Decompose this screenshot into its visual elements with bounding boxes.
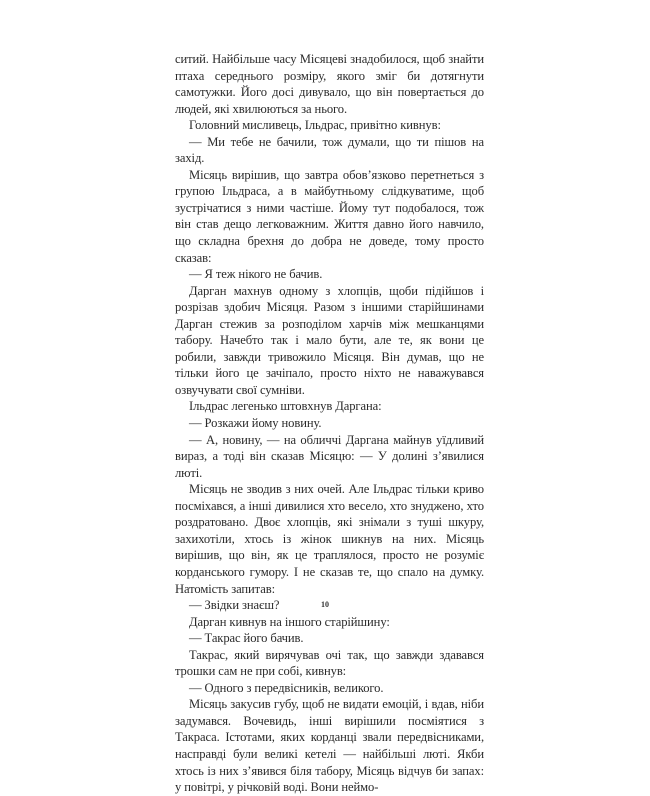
- paragraph: Ільдрас легенько штовхнув Даргана:: [189, 399, 382, 414]
- dialogue-line: — Такрас його бачив.: [189, 631, 304, 646]
- dialogue-line: — А, новину, — на обличчі Даргана майнув уїдливий вираз, а тоді він сказав Місяцю: — У долині з’явилися люті.: [175, 432, 484, 480]
- paragraph: ситий. Найбільше часу Місяцеві знадобилося, щоб знайти птаха середнього розміру, якого зміг би дотягнути самотужки. Його досі дивувало, що він повертається до людей, які хвилюються за нього.: [175, 52, 484, 116]
- page-number: 10: [321, 600, 329, 609]
- dialogue-line: — Одного з передвісників, великого.: [189, 680, 384, 695]
- paragraph: Такрас, який вирячував очі так, що завжди здавався трошки сам не при собі, кивнув:: [175, 647, 484, 679]
- paragraph: Місяць закусив губу, щоб не видати емоцій, і вдав, ніби задумався. Вочевидь, інші вирішили посміятися з Такраса. Істотами, яких корданці звали передвісниками, насправді були великі кетелі — найбільші люті. Якби хтось із них з’явився біля табору, Місяць відчув би запах: у повітрі, у річковій воді. Вони неймо-: [175, 697, 484, 795]
- body-text: [175, 51, 484, 796]
- dialogue-line: — Я теж нікого не бачив.: [189, 267, 323, 282]
- paragraph: Головний мисливець, Ільдрас, привітно кивнув:: [189, 118, 441, 133]
- paragraph: Місяць вирішив, що завтра обов’язково перетнеться з групою Ільдраса, а в майбутньому слідкуватиме, щоб зустрічатися з ними частіше. Йому тут подобалося, тож він став дещо легковажним. Життя давно його навчило, що складна брехня до добра не доведе, тому просто сказав:: [175, 167, 484, 265]
- paragraph: Місяць не зводив з них очей. Але Ільдрас тільки криво посміхався, а інші дивилися хто весело, хто знуджено, хто роздратовано. Двоє хлопців, які знімали з туші шкуру, захихотіли, хтось із жінок шикнув на них. Місяць вирішив, що він, як це траплялося, просто не розуміє корданського гумору. І не сказав те, що спало на думку. Натомість запитав:: [175, 482, 484, 596]
- paragraph: Дарган махнув одному з хлопців, щоби підійшов і розрізав здобич Місяця. Разом з іншими старійшинами Дарган стежив за розподілом харчів між мешканцями табору. Начебто так і мало бути, але те, як вони це робили, завжди тривожило Місяця. Він думав, що не тільки його це зачіпало, просто ніхто не наважувався озвучувати свої сумніви.: [175, 283, 484, 397]
- dialogue-line: — Ми тебе не бачили, тож думали, що ти пішов на захід.: [175, 134, 484, 166]
- dialogue-line: — Розкажи йому новину.: [189, 416, 322, 431]
- paragraph: Дарган кивнув на іншого старійшину:: [189, 614, 390, 629]
- dialogue-line: — Звідки знаєш?: [189, 598, 280, 613]
